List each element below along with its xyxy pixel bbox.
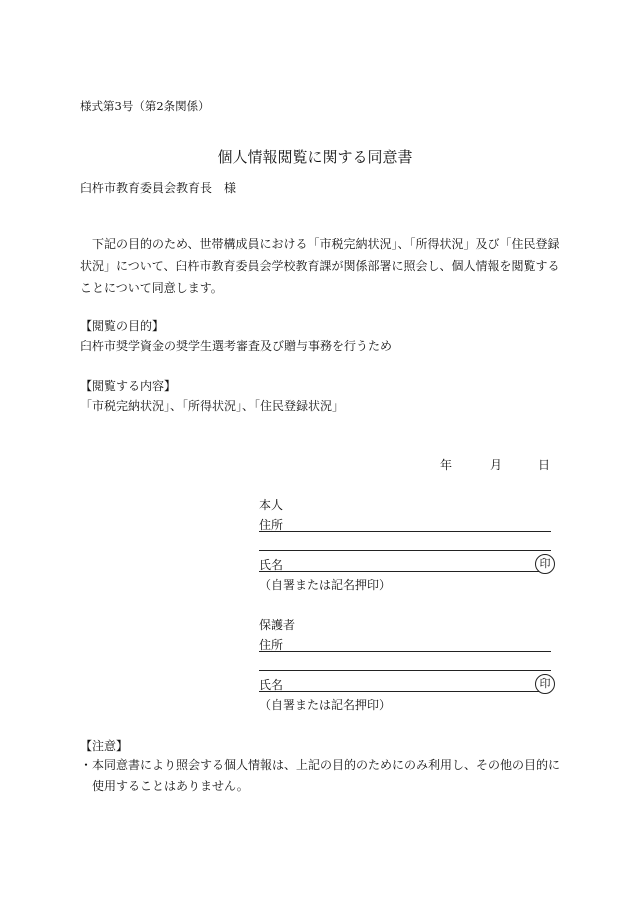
guardian-address-line[interactable] [259, 651, 551, 652]
guardian-name-label: 氏名 [259, 678, 284, 692]
date-month-label: 月 [490, 458, 503, 472]
date-year-label: 年 [440, 458, 453, 472]
self-address-label: 住所 [259, 518, 284, 532]
page-title: 個人情報閲覧に関する同意書 [217, 148, 413, 166]
consent-statement: 下記の目的のため、世帯構成員における「市税完納状況」、「所得状況」及び「住民登録状況」について、臼杵市教育委員会学校教育課が関係部署に照会し、個人情報を閲覧することについて同意します。 [80, 237, 560, 295]
guardian-address-label: 住所 [259, 638, 284, 652]
notice-text: ・本同意書により照会する個人情報は、上記の目的のためにのみ利用し、その他の目的に使用することはありません。 [80, 758, 561, 793]
guardian-signature-note: （自署または記名押印） [259, 698, 392, 712]
content-text: 「市税完納状況」、「所得状況」、「住民登録状況」 [80, 399, 345, 413]
addressee: 臼杵市教育委員会教育長 様 [80, 181, 237, 195]
self-address-line-2[interactable] [259, 550, 551, 551]
self-name-line[interactable] [259, 571, 551, 572]
self-heading: 本人 [259, 498, 284, 512]
guardian-seal-mark: 印 [535, 674, 555, 694]
self-seal-mark: 印 [535, 554, 555, 574]
form-number: 様式第3号（第2条関係） [80, 99, 210, 113]
notice-section [80, 755, 560, 797]
purpose-heading: 【閲覧の目的】 [80, 319, 165, 333]
notice-heading: 【注意】 [80, 739, 129, 753]
self-address-line[interactable] [259, 531, 551, 532]
purpose-text: 臼杵市奨学資金の奨学生選考審査及び贈与事務を行うため [80, 339, 393, 353]
date-day-label: 日 [538, 458, 551, 472]
guardian-heading: 保護者 [259, 618, 296, 632]
self-signature-note: （自署または記名押印） [259, 578, 392, 592]
guardian-name-line[interactable] [259, 691, 551, 692]
content-heading: 【閲覧する内容】 [80, 379, 177, 393]
guardian-address-line-2[interactable] [259, 670, 551, 671]
self-name-label: 氏名 [259, 558, 284, 572]
